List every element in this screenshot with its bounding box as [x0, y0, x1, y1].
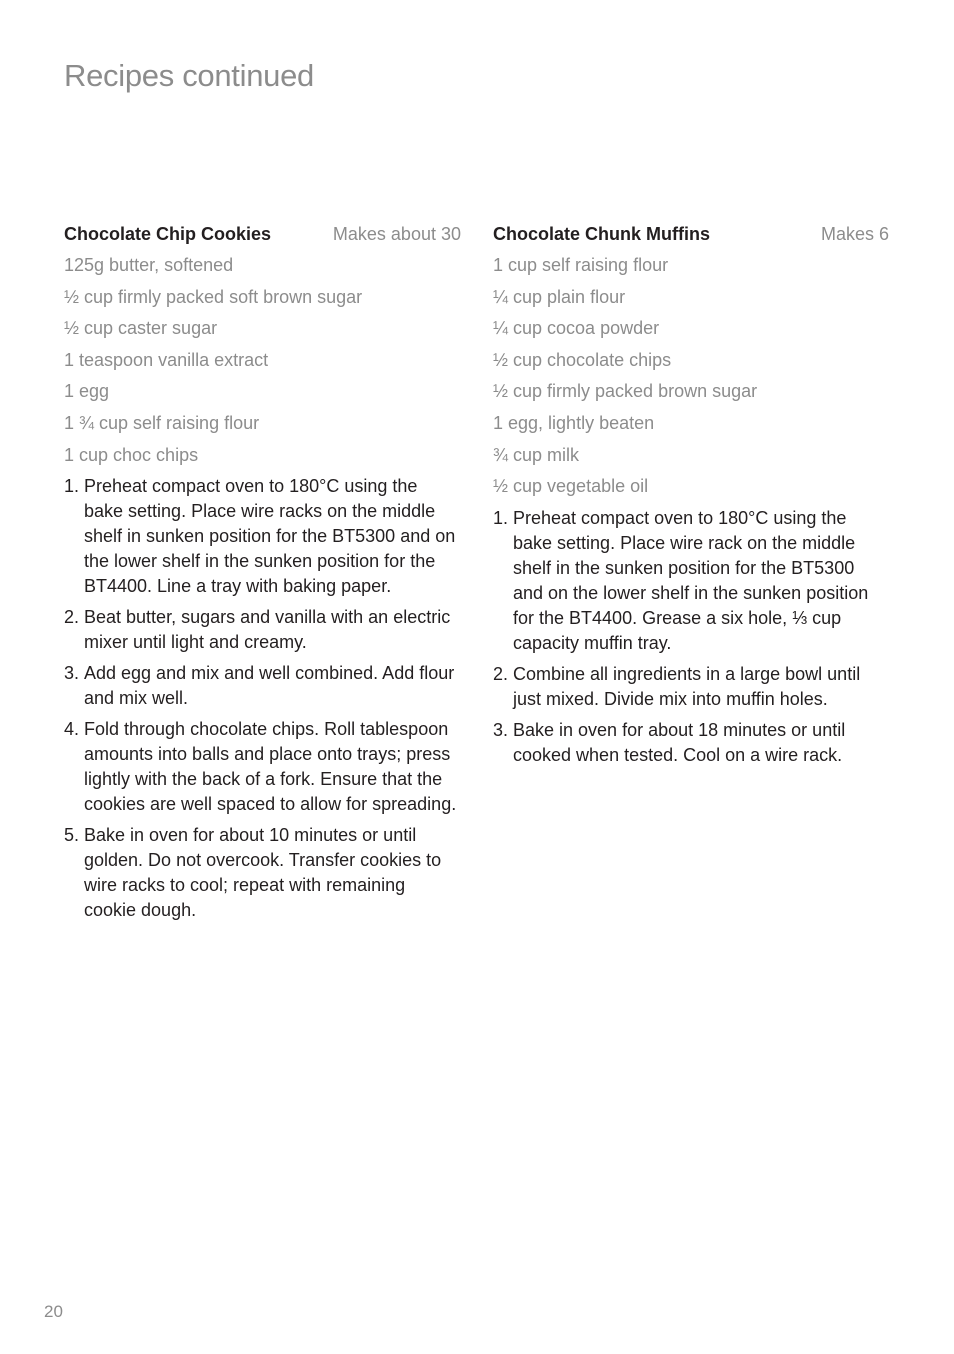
ingredient-item: ½ cup caster sugar	[64, 318, 218, 339]
step-text: Bake in oven for about 10 minutes or until golden. Do not overcook. Transfer cookies to wire racks to cool; repeat with remaining cookie dough.	[84, 825, 442, 921]
ingredient-item: 1 egg	[64, 381, 110, 402]
ingredient-item: 1 teaspoon vanilla extract	[64, 349, 269, 370]
step-text: Preheat compact oven to 180°C using the bake setting. Place wire rack on the middle shelf in the sunken position for the BT5300 and on the lower shelf in the sunken position for the BT4400. Grease a six hole, ⅓ cup capacity muffin tray.	[513, 507, 869, 653]
ingredient-list	[64, 253, 461, 474]
recipe-name: Chocolate Chunk Muffins	[493, 224, 710, 244]
step-number: 5.	[64, 825, 80, 846]
step-text: Add egg and mix and well combined. Add flour and mix well.	[84, 663, 455, 709]
step-number: 2.	[493, 663, 509, 684]
step-number: 4.	[64, 719, 80, 740]
recipe-header	[64, 222, 461, 247]
step-number: 1.	[493, 507, 509, 528]
method-step	[64, 661, 461, 711]
ingredient-item: 125g butter, softened	[64, 255, 234, 275]
step-text: Combine all ingredients in a large bowl until just mixed. Divide mix into muffin holes.	[513, 663, 861, 709]
recipe-name: Chocolate Chip Cookies	[64, 224, 272, 244]
method-step	[64, 474, 461, 599]
ingredient-list	[493, 253, 889, 506]
method-steps	[64, 474, 461, 923]
ingredient-item: 1 cup choc chips	[64, 444, 199, 465]
ingredient-item: ¾ cup milk	[493, 444, 580, 465]
ingredient-item: ½ cup firmly packed soft brown sugar	[64, 286, 363, 307]
step-number: 2.	[64, 607, 80, 628]
ingredient-item: 1 ¾ cup self raising flour	[64, 412, 260, 433]
ingredient-item: ½ cup chocolate chips	[493, 349, 672, 370]
step-text: Bake in oven for about 18 minutes or until cooked when tested. Cool on a wire rack.	[513, 719, 846, 765]
method-step	[64, 605, 461, 655]
step-text: Fold through chocolate chips. Roll tablespoon amounts into balls and place onto trays; press lightly with the back of a fork. Ensure that the cookies are well spaced to allow for spreading.	[84, 719, 457, 815]
ingredient-item: ½ cup vegetable oil	[493, 476, 649, 497]
page-number: 20	[44, 1302, 63, 1321]
step-number: 3.	[64, 663, 80, 684]
recipe-chocolate-chip-cookies	[64, 222, 461, 929]
ingredient-item: 1 egg, lightly beaten	[493, 412, 655, 433]
recipe-chocolate-chunk-muffins	[493, 222, 889, 774]
step-number: 1.	[64, 476, 80, 497]
method-step	[493, 718, 889, 768]
recipe-yield: Makes 6	[820, 224, 889, 244]
method-step	[64, 717, 461, 817]
step-text: Beat butter, sugars and vanilla with an electric mixer until light and creamy.	[84, 607, 451, 653]
step-number: 3.	[493, 719, 509, 740]
step-text: Preheat compact oven to 180°C using the bake setting. Place wire racks on the middle shelf in sunken position for the BT5300 and on the lower shelf in the sunken position for the BT4400. Line a tray with baking paper.	[84, 476, 456, 597]
method-steps	[493, 506, 889, 768]
ingredient-item: ¼ cup cocoa powder	[493, 318, 660, 339]
page-title: Recipes continued	[64, 58, 314, 93]
recipe-yield: Makes about 30	[332, 224, 461, 244]
method-step	[493, 662, 889, 712]
method-step	[493, 506, 889, 656]
ingredient-item: ¼ cup plain flour	[493, 286, 626, 307]
ingredient-item: ½ cup firmly packed brown sugar	[493, 381, 758, 402]
ingredient-item: 1 cup self raising flour	[493, 255, 669, 275]
recipe-header	[493, 222, 889, 247]
method-step	[64, 823, 461, 923]
